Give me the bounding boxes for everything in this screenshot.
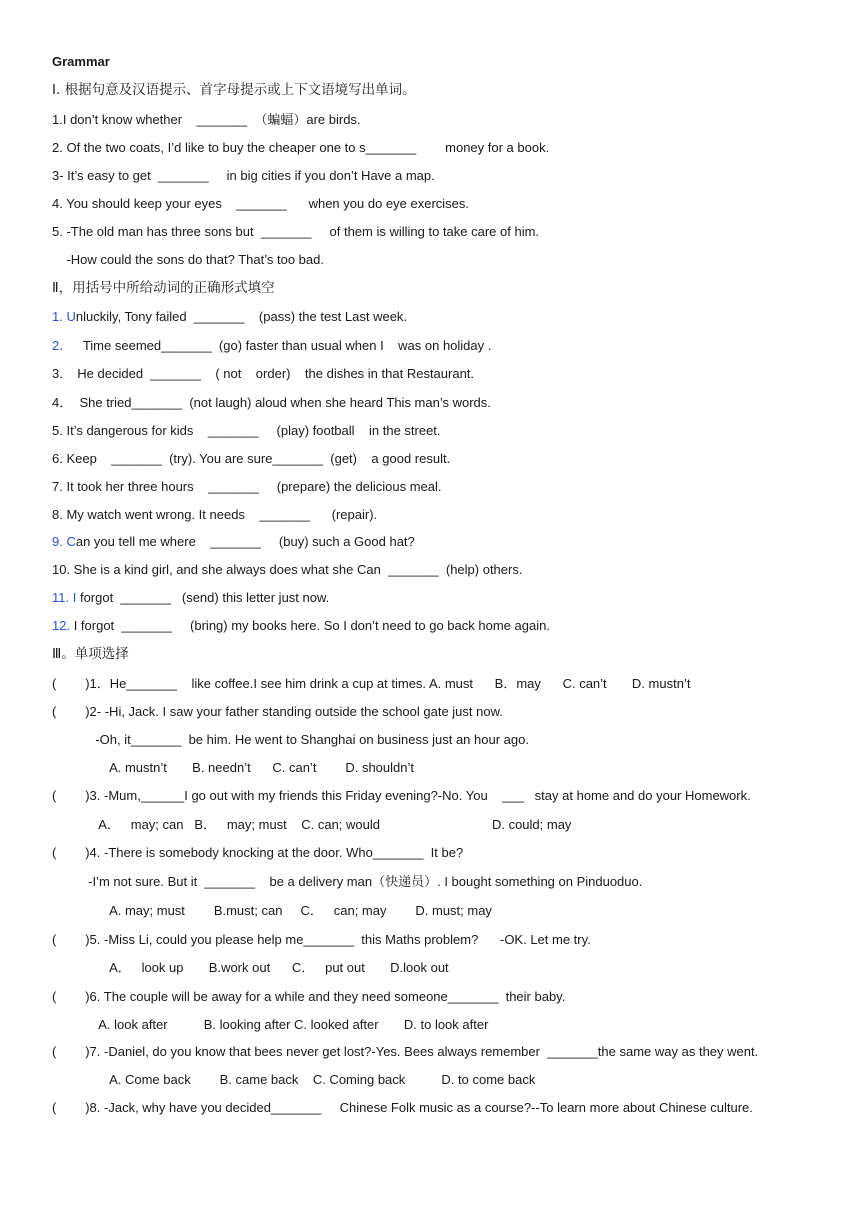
section-1-title: I. 根据句意及汉语提示、首字母提示或上下文语境写出单词。 <box>52 82 416 98</box>
item-text: 3. He decided _______ ( not order) the dishes in that Restaurant. <box>52 366 475 381</box>
section-2-item <box>52 478 442 496</box>
section-2-item <box>52 617 550 635</box>
section-2-item <box>52 589 329 607</box>
item-text: nluckily, Tony failed _______ (pass) the test Last week. <box>75 309 408 324</box>
item-text: 6. Keep _______ (try). You are sure_______ (get) a good result. <box>52 451 451 466</box>
item-number: 9. C <box>52 534 76 549</box>
mc-question: ( )7. -Daniel, do you know that bees never get lost?-Yes. Bees always remember _______the same way as they went. <box>52 1044 759 1059</box>
mc-question: ( )5. -Miss Li, could you please help me_______ this Maths problem? -OK. Let me try. <box>52 932 591 947</box>
section-1-item-continuation: -How could the sons do that? That’s too bad. <box>52 252 324 267</box>
mc-dialogue-line: -I’m not sure. But it _______ be a delivery man（快递员）. I bought something on Pinduoduo. <box>52 874 643 889</box>
mc-options: A． may; can B． may; must C. can; would D. could; may <box>52 817 572 832</box>
item-number: 2． <box>52 338 73 353</box>
item-text: forgot _______ (send) this letter just now. <box>76 590 330 605</box>
item-text: 10. She is a kind girl, and she always does what she Can _______ (help) others. <box>52 562 523 577</box>
item-text: an you tell me where _______ (buy) such a Good hat? <box>75 534 415 549</box>
mc-question: ( )1．He_______ like coffee.I see him drink a cup at times. A. must B．may C. can’t D. mustn’t <box>52 676 691 691</box>
section-1-item: 2. Of the two coats, I’d like to buy the cheaper one to s_______ money for a book. <box>52 140 550 155</box>
item-text: I forgot _______ (bring) my books here. So I don’t need to go back home again. <box>70 618 550 633</box>
section-3-title: Ⅲ。单项选择 <box>52 646 129 662</box>
mc-question: ( )3. -Mum,______I go out with my friends this Friday evening?-No. You ___ stay at home and do your Homework. <box>52 788 751 803</box>
page-heading: Grammar <box>52 54 110 69</box>
mc-question: ( )6. The couple will be away for a while and they need someone_______ their baby. <box>52 989 566 1004</box>
item-number: 1. U <box>52 309 76 324</box>
item-number: 11. I <box>52 590 77 605</box>
mc-options: A. mustn’t B. needn’t C. can’t D. shouldn’t <box>52 760 414 775</box>
mc-question: ( )2- -Hi, Jack. I saw your father standing outside the school gate just now. <box>52 704 503 719</box>
section-2-item <box>52 365 474 383</box>
item-text: 4． She tried_______ (not laugh) aloud when she heard This man’s words. <box>52 395 491 410</box>
section-2-item <box>52 394 491 412</box>
item-text: 8. My watch went wrong. It needs _______ (repair). <box>52 507 378 522</box>
mc-options: A. may; must B.must; can C． can; may D. must; may <box>52 903 492 918</box>
section-1-item: 5. -The old man has three sons but _______ of them is willing to take care of him. <box>52 224 540 239</box>
section-1-item: 3- It’s easy to get _______ in big cities if you don’t Have a map. <box>52 168 435 183</box>
mc-question: ( )8. -Jack, why have you decided_______ Chinese Folk music as a course?--To learn more about Chinese culture. <box>52 1100 753 1115</box>
section-2-item <box>52 506 377 524</box>
section-2-item <box>52 422 441 440</box>
section-2-item <box>52 450 450 468</box>
section-2-item <box>52 561 522 579</box>
mc-options: A. look after B. looking after C. looked after D. to look after <box>52 1017 489 1032</box>
item-text: 5. It’s dangerous for kids _______ (play) football in the street. <box>52 423 441 438</box>
mc-dialogue-line: -Oh, it_______ be him. He went to Shanghai on business just an hour ago. <box>52 732 529 747</box>
section-1-item: 1.I don’t know whether _______ （蝙蝠）are birds. <box>52 112 361 127</box>
mc-question: ( )4. -There is somebody knocking at the door. Who_______ It be? <box>52 845 464 860</box>
section-2-title: Ⅱ，用括号中所给动词的正确形式填空 <box>52 280 275 296</box>
section-2-item <box>52 533 415 551</box>
section-1-item: 4. You should keep your eyes _______ when you do eye exercises. <box>52 196 470 211</box>
mc-options: A. Come back B. came back C. Coming back D. to come back <box>52 1072 536 1087</box>
mc-options: A． look up B.work out C． put out D.look out <box>52 960 449 975</box>
section-2-item <box>52 337 491 355</box>
item-number: 12. <box>52 618 71 633</box>
section-2-item <box>52 308 407 326</box>
item-text: Time seemed_______ (go) faster than usual when I was on holiday . <box>72 338 492 353</box>
item-text: 7. It took her three hours _______ (prepare) the delicious meal. <box>52 479 442 494</box>
